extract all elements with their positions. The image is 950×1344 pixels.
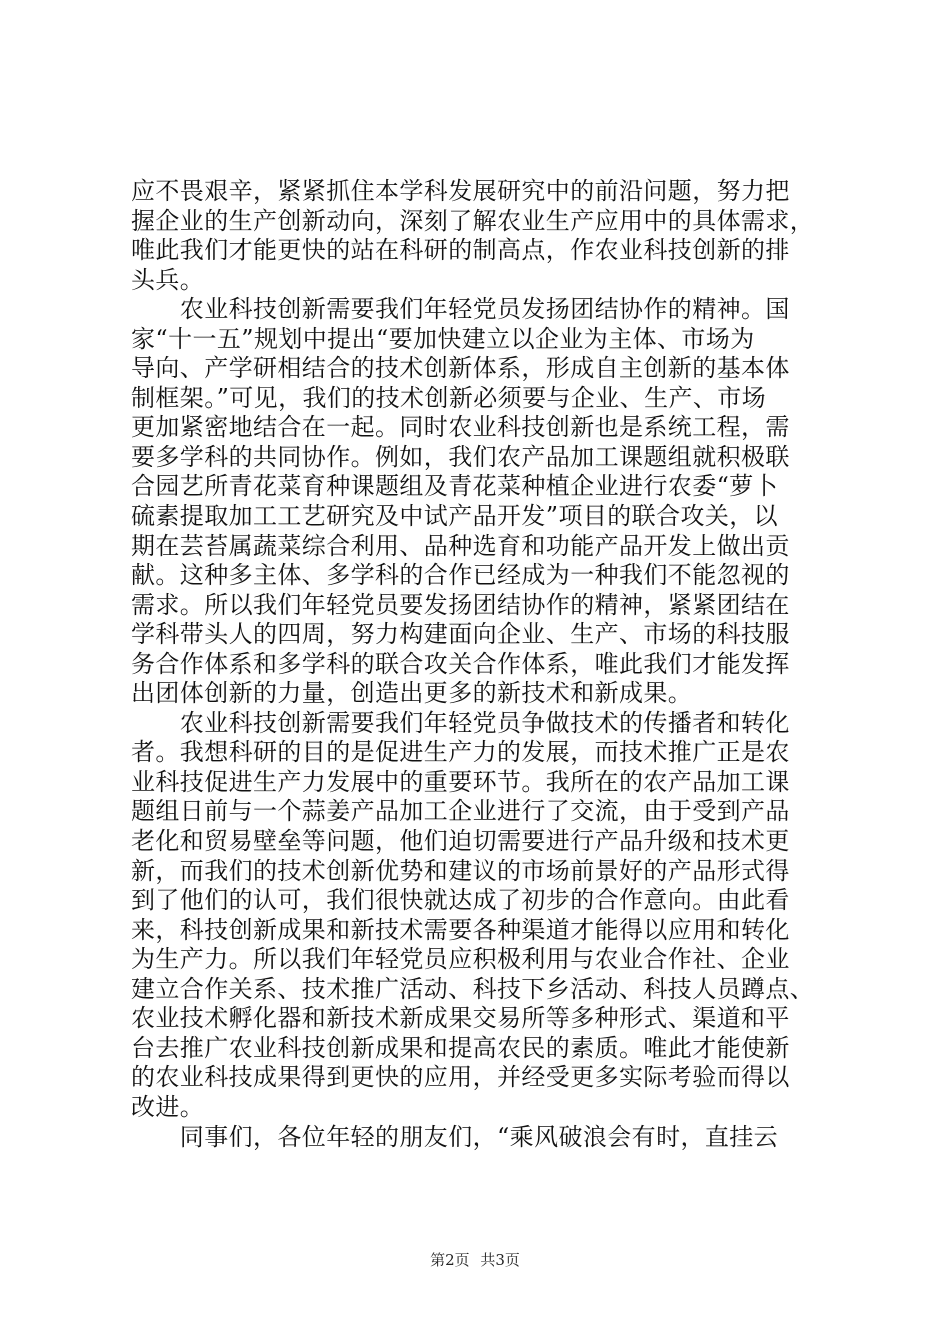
text-line: 硫素提取加工工艺研究及中试产品开发”项目的联合攻关，以 bbox=[131, 502, 779, 531]
text-line: 建立合作关系、技术推广活动、科技下乡活动、科技人员蹲点、 bbox=[131, 974, 815, 1003]
text-line: 题组日前与一个蒜姜产品加工企业进行了交流，由于受到产品 bbox=[131, 797, 790, 826]
text-line: 业科技促进生产力发展中的重要环节。我所在的农产品加工课 bbox=[131, 767, 790, 796]
text-line: 要多学科的共同协作。例如，我们农产品加工课题组就积极联 bbox=[131, 442, 790, 471]
text-line: 握企业的生产创新动向，深刻了解农业生产应用中的具体需求， bbox=[131, 206, 815, 235]
text-line: 应不畏艰辛，紧紧抓住本学科发展研究中的前沿问题，努力把 bbox=[131, 177, 790, 205]
text-line: 同事们，各位年轻的朋友们，“乘风破浪会有时，直挂云 bbox=[131, 1122, 779, 1151]
text-line: 需求。所以我们年轻党员要发扬团结协作的精神，紧紧团结在 bbox=[131, 590, 790, 619]
text-line: 老化和贸易壁垒等问题，他们迫切需要进行产品升级和技术更 bbox=[131, 827, 790, 856]
page-footer bbox=[0, 1250, 950, 1270]
text-line: 合园艺所青花菜育种课题组及青花菜种植企业进行农委“萝卜 bbox=[131, 472, 779, 501]
text-line: 台去推广农业科技创新成果和提高农民的素质。唯此才能使新 bbox=[131, 1033, 790, 1062]
page-total: 共3页 bbox=[480, 1251, 520, 1269]
text-line: 唯此我们才能更快的站在科研的制高点，作农业科技创新的排 bbox=[131, 236, 790, 265]
text-line: 制框架。”可见，我们的技术创新必须要与企业、生产、市场 bbox=[131, 383, 767, 412]
page-number: 第2页 bbox=[430, 1251, 470, 1269]
text-line: 农业科技创新需要我们年轻党员争做技术的传播者和转化 bbox=[131, 708, 790, 737]
text-line: 新，而我们的技术创新优势和建议的市场前景好的产品形式得 bbox=[131, 856, 790, 885]
text-line: 更加紧密地结合在一起。同时农业科技创新也是系统工程，需 bbox=[131, 413, 790, 442]
text-line: 到了他们的认可，我们很快就达成了初步的合作意向。由此看 bbox=[131, 886, 790, 915]
text-line: 者。我想科研的目的是促进生产力的发展，而技术推广正是农 bbox=[131, 738, 790, 767]
text-line: 导向、产学研相结合的技术创新体系，形成自主创新的基本体 bbox=[131, 354, 790, 383]
body-text bbox=[131, 177, 821, 1152]
text-line: 务合作体系和多学科的联合攻关合作体系，唯此我们才能发挥 bbox=[131, 649, 790, 678]
text-line: 家“十一五”规划中提出“要加快建立以企业为主体、市场为 bbox=[131, 324, 755, 353]
text-line: 献。这种多主体、多学科的合作已经成为一种我们不能忽视的 bbox=[131, 561, 790, 590]
text-line: 来，科技创新成果和新技术需要各种渠道才能得以应用和转化 bbox=[131, 915, 790, 944]
text-line: 农业技术孵化器和新技术新成果交易所等多种形式、渠道和平 bbox=[131, 1004, 790, 1033]
text-line: 改进。 bbox=[131, 1092, 205, 1121]
text-line: 学科带头人的四周，努力构建面向企业、生产、市场的科技服 bbox=[131, 620, 790, 649]
text-line: 期在芸苔属蔬菜综合利用、品种选育和功能产品开发上做出贡 bbox=[131, 531, 790, 560]
text-line: 头兵。 bbox=[131, 265, 205, 294]
text-line: 出团体创新的力量，创造出更多的新技术和新成果。 bbox=[131, 679, 693, 708]
text-line: 农业科技创新需要我们年轻党员发扬团结协作的精神。国 bbox=[131, 295, 790, 324]
text-line: 的农业科技成果得到更快的应用，并经受更多实际考验而得以 bbox=[131, 1063, 790, 1092]
text-line: 为生产力。所以我们年轻党员应积极利用与农业合作社、企业 bbox=[131, 945, 790, 974]
